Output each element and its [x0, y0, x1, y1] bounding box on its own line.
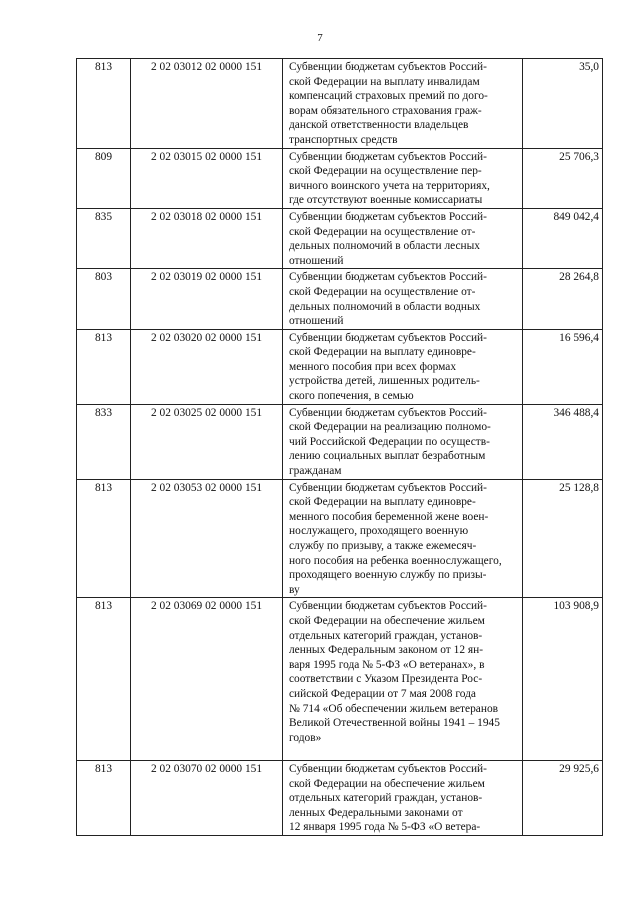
table-row — [77, 598, 603, 761]
budget-classification-code-cell: 2 02 03012 02 0000 151 — [131, 59, 283, 149]
description-line: Субвенции бюджетам субъектов Россий- — [289, 762, 487, 775]
description-line: гражданам — [289, 465, 342, 478]
description-line: ворам обязательного страхования граж- — [289, 104, 482, 117]
description-line: менного пособия беременной жене воен- — [289, 510, 489, 523]
amount-cell: 25 128,8 — [523, 479, 603, 598]
description-line: отношений — [289, 254, 344, 267]
description-line: Субвенции бюджетам субъектов Россий- — [289, 600, 487, 613]
description-line — [289, 745, 514, 760]
admin-code-cell: 803 — [77, 269, 131, 329]
description-line: ской Федерации на выплату единовре- — [289, 496, 476, 509]
description-line: Субвенции бюджетам субъектов Россий- — [289, 331, 487, 344]
admin-code-cell: 833 — [77, 404, 131, 479]
description-line: сийской Федерации от 7 мая 2008 года — [289, 687, 476, 700]
description-line: ского попечения, в семью — [289, 390, 414, 403]
budget-classification-code-cell: 2 02 03015 02 0000 151 — [131, 148, 283, 208]
description-line: отношений — [289, 315, 344, 328]
table-row — [77, 269, 603, 329]
budget-classification-code-cell: 2 02 03053 02 0000 151 — [131, 479, 283, 598]
description-cell — [283, 208, 523, 268]
description-line: данской ответственности владельцев — [289, 119, 469, 132]
description-cell — [283, 329, 523, 404]
description-line: отдельных категорий граждан, установ- — [289, 629, 483, 642]
description-cell — [283, 479, 523, 598]
description-line: нослужащего, проходящего военную — [289, 525, 469, 538]
table-row — [77, 148, 603, 208]
admin-code-cell: 835 — [77, 208, 131, 268]
description-line: ного пособия на ребенка военнослужащего, — [289, 554, 502, 567]
amount-cell: 16 596,4 — [523, 329, 603, 404]
description-line: ву — [289, 583, 300, 596]
description-cell — [283, 760, 523, 835]
description-line: дельных полномочий в области лесных — [289, 240, 480, 253]
description-line: где отсутствуют военные комиссариаты — [289, 194, 483, 207]
description-line: компенсаций страховых премий по дого- — [289, 90, 488, 103]
admin-code-cell: 813 — [77, 598, 131, 761]
description-line: чий Российской Федерации по осуществ- — [289, 435, 490, 448]
budget-classification-code-cell: 2 02 03018 02 0000 151 — [131, 208, 283, 268]
description-line: Великой Отечественной войны 1941 – 1945 — [289, 717, 500, 730]
description-line: варя 1995 года № 5-ФЗ «О ветеранах», в — [289, 658, 485, 671]
description-line: ской Федерации на выплату единовре- — [289, 346, 476, 359]
description-line: дельных полномочий в области водных — [289, 300, 481, 313]
description-line: ской Федерации на осуществление пер- — [289, 165, 482, 178]
description-line: ской Федерации на реализацию полномо- — [289, 421, 491, 434]
amount-cell: 849 042,4 — [523, 208, 603, 268]
budget-table — [76, 58, 603, 836]
description-cell — [283, 598, 523, 761]
description-line: лению социальных выплат безработным — [289, 450, 486, 463]
table-row — [77, 208, 603, 268]
admin-code-cell: 809 — [77, 148, 131, 208]
admin-code-cell: 813 — [77, 760, 131, 835]
page-number: 7 — [317, 32, 323, 44]
description-line: ской Федерации на осуществление от- — [289, 225, 476, 238]
amount-cell: 346 488,4 — [523, 404, 603, 479]
table-row — [77, 760, 603, 835]
description-line: Субвенции бюджетам субъектов Россий- — [289, 406, 487, 419]
amount-cell: 29 925,6 — [523, 760, 603, 835]
description-line: Субвенции бюджетам субъектов Россий- — [289, 61, 487, 73]
description-line: отдельных категорий граждан, установ- — [289, 792, 483, 805]
description-line: устройства детей, лишенных родитель- — [289, 375, 480, 388]
description-line: менного пособия при всех формах — [289, 360, 457, 373]
description-cell — [283, 59, 523, 149]
table-row — [77, 479, 603, 598]
budget-classification-code-cell: 2 02 03020 02 0000 151 — [131, 329, 283, 404]
description-line: ской Федерации на обеспечение жильем — [289, 614, 485, 627]
description-line: Субвенции бюджетам субъектов Россий- — [289, 150, 487, 163]
table-row — [77, 329, 603, 404]
amount-cell: 35,0 — [523, 59, 603, 149]
admin-code-cell: 813 — [77, 479, 131, 598]
description-line: транспортных средств — [289, 133, 398, 146]
table-row — [77, 404, 603, 479]
description-line: ской Федерации на обеспечение жильем — [289, 777, 485, 790]
budget-classification-code-cell: 2 02 03019 02 0000 151 — [131, 269, 283, 329]
description-cell — [283, 269, 523, 329]
budget-classification-code-cell: 2 02 03070 02 0000 151 — [131, 760, 283, 835]
budget-classification-code-cell: 2 02 03025 02 0000 151 — [131, 404, 283, 479]
description-line: проходящего военную службу по призы- — [289, 569, 487, 582]
amount-cell: 28 264,8 — [523, 269, 603, 329]
description-line: Субвенции бюджетам субъектов Россий- — [289, 210, 487, 223]
description-line: соответствии с Указом Президента Рос- — [289, 673, 483, 686]
description-line: годов» — [289, 731, 322, 744]
table-row — [77, 59, 603, 149]
description-line: 12 января 1995 года № 5-ФЗ «О ветера- — [289, 821, 481, 834]
description-cell — [283, 148, 523, 208]
admin-code-cell: 813 — [77, 59, 131, 149]
budget-classification-code-cell: 2 02 03069 02 0000 151 — [131, 598, 283, 761]
description-line: Субвенции бюджетам субъектов Россий- — [289, 271, 487, 284]
description-line: службу по призыву, а также ежемесяч- — [289, 540, 477, 552]
description-line: ской Федерации на выплату инвалидам — [289, 75, 480, 88]
description-cell — [283, 404, 523, 479]
description-line: Субвенции бюджетам субъектов Россий- — [289, 481, 487, 494]
admin-code-cell: 813 — [77, 329, 131, 404]
amount-cell: 25 706,3 — [523, 148, 603, 208]
description-line: ленных Федеральными законами от — [289, 806, 463, 819]
amount-cell: 103 908,9 — [523, 598, 603, 761]
description-line: вичного воинского учета на территориях, — [289, 179, 490, 192]
description-line: № 714 «Об обеспечении жильем ветеранов — [289, 702, 499, 715]
description-line: ленных Федеральным законом от 12 ян- — [289, 644, 483, 657]
description-line: ской Федерации на осуществление от- — [289, 285, 476, 298]
